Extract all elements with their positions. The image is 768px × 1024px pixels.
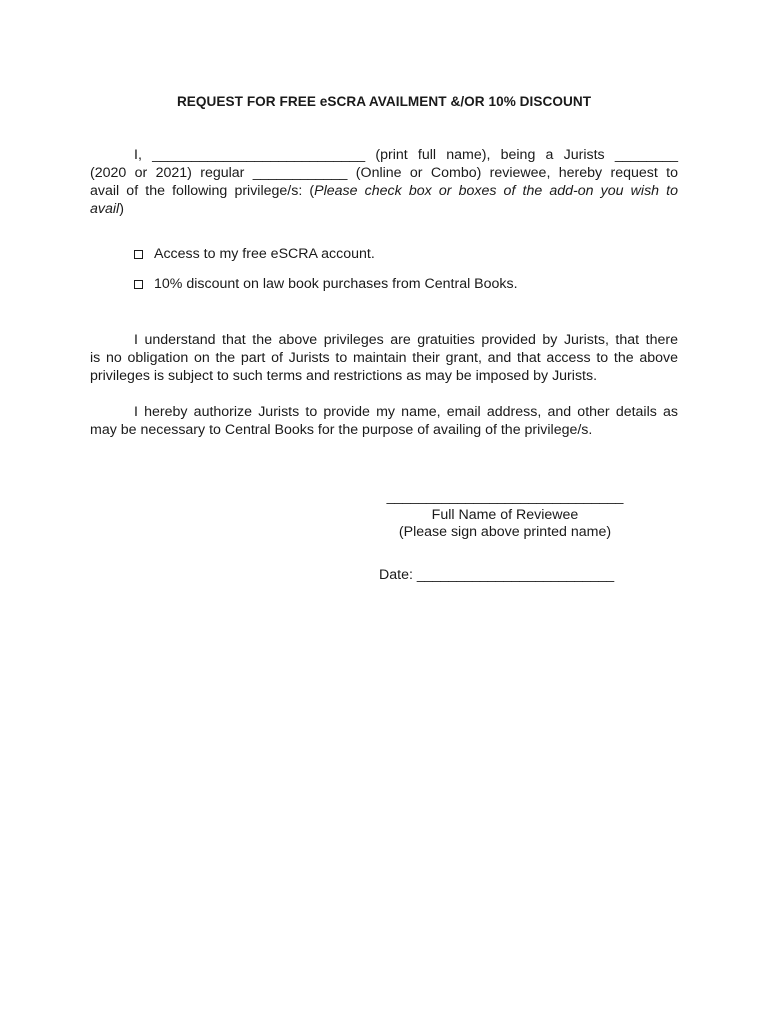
understanding-paragraph: I understand that the above privileges are gratuities provided by Jurists, that there is no obligation on the part of Jurists to maintain their grant, and that access to the above privileges is subject to such terms and restrictions as may be imposed by Jurists. — [90, 332, 678, 384]
document-title: REQUEST FOR FREE eSCRA AVAILMENT &/OR 10% DISCOUNT — [176, 94, 592, 109]
signature-note: (Please sign above printed name) — [398, 524, 612, 540]
intro-line-4: avail) — [90, 201, 124, 217]
intro-paragraph — [90, 146, 678, 218]
intro-line-2: (2020 or 2021) regular ____________ (Online or Combo) reviewee, hereby request to — [90, 165, 678, 181]
date-field[interactable]: Date: _________________________ — [379, 567, 615, 583]
signature-name-label: Full Name of Reviewee — [431, 507, 579, 523]
authorization-paragraph: I hereby authorize Jurists to provide my name, email address, and other details as may be necessary to Central Books for the purpose of availing of the privilege/s. — [90, 404, 678, 438]
intro-line-3: avail of the following privilege/s: (Please check box or boxes of the add-on you wish to — [90, 183, 679, 199]
intro-line-1: I, ___________________________ (print full name), being a Jurists ________ — [134, 147, 678, 163]
option-book-discount[interactable] — [134, 275, 518, 293]
option-escra-access-label: Access to my free eSCRA account. — [154, 246, 375, 262]
signature-line[interactable]: ______________________________ — [386, 489, 624, 505]
option-escra-access[interactable] — [134, 245, 375, 263]
option-book-discount-label: 10% discount on law book purchases from Central Books. — [154, 276, 518, 292]
checkbox-book-discount[interactable] — [134, 280, 143, 289]
checkbox-escra-access[interactable] — [134, 250, 143, 259]
